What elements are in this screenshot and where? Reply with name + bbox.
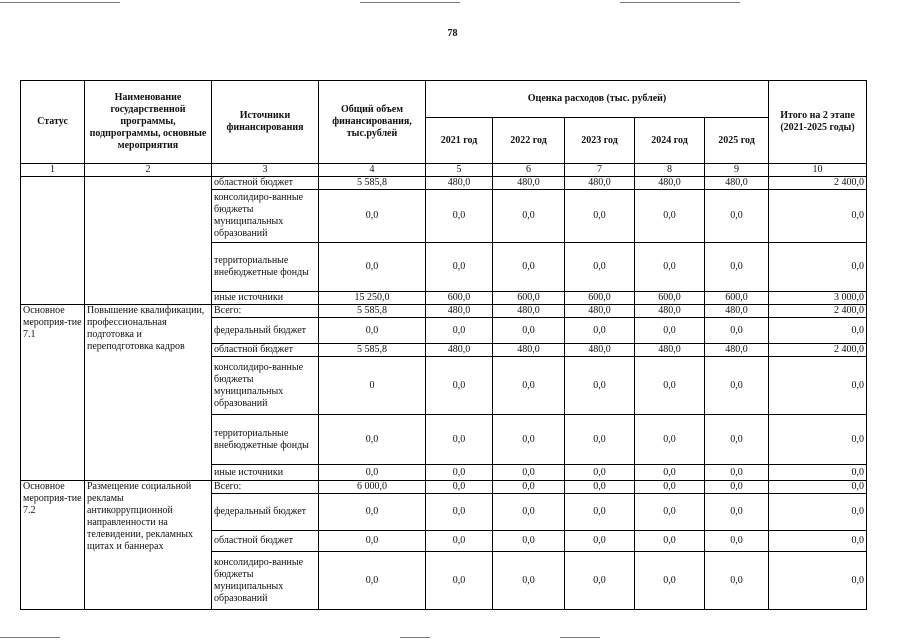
column-number: 5 xyxy=(426,164,493,177)
year-amount-cell: 0,0 xyxy=(705,357,769,415)
stage-total-cell: 0,0 xyxy=(769,415,867,465)
total-amount-cell: 6 000,0 xyxy=(319,481,426,494)
year-amount-cell: 600,0 xyxy=(635,292,705,305)
year-amount-cell: 0,0 xyxy=(493,481,565,494)
total-amount-cell: 0 xyxy=(319,357,426,415)
year-amount-cell: 0,0 xyxy=(565,357,635,415)
total-amount-cell: 0,0 xyxy=(319,415,426,465)
measure-name-cell: Размещение социальной рекламы антикоррупционной направленности на телевидении, рекламных щитах и баннерах xyxy=(85,481,212,610)
column-number: 1 xyxy=(21,164,85,177)
year-amount-cell: 0,0 xyxy=(705,481,769,494)
header-sources: Источники финансирования xyxy=(212,81,319,164)
stage-total-cell: 0,0 xyxy=(769,357,867,415)
total-amount-cell: 0,0 xyxy=(319,243,426,292)
column-number: 4 xyxy=(319,164,426,177)
funding-source-cell: областной бюджет xyxy=(212,177,319,190)
total-amount-cell: 0,0 xyxy=(319,531,426,552)
stage-total-cell: 2 400,0 xyxy=(769,344,867,357)
header-total: Общий объем финансирования, тыс.рублей xyxy=(319,81,426,164)
stage-total-cell: 2 400,0 xyxy=(769,305,867,318)
column-number: 2 xyxy=(85,164,212,177)
funding-source-cell: областной бюджет xyxy=(212,531,319,552)
stage-total-cell: 0,0 xyxy=(769,481,867,494)
year-amount-cell: 0,0 xyxy=(705,318,769,344)
year-amount-cell: 0,0 xyxy=(635,531,705,552)
funding-source-cell: Всего: xyxy=(212,305,319,318)
column-number: 3 xyxy=(212,164,319,177)
total-amount-cell: 0,0 xyxy=(319,318,426,344)
year-amount-cell: 480,0 xyxy=(705,344,769,357)
funding-source-cell: областной бюджет xyxy=(212,344,319,357)
stage-total-cell: 0,0 xyxy=(769,243,867,292)
stage-total-cell: 0,0 xyxy=(769,465,867,481)
funding-source-cell: территориальные внебюджетные фонды xyxy=(212,415,319,465)
year-amount-cell: 480,0 xyxy=(426,177,493,190)
column-number: 8 xyxy=(635,164,705,177)
year-amount-cell: 0,0 xyxy=(705,531,769,552)
total-amount-cell: 0,0 xyxy=(319,552,426,610)
total-amount-cell: 5 585,8 xyxy=(319,177,426,190)
funding-source-cell: территориальные внебюджетные фонды xyxy=(212,243,319,292)
scan-mark xyxy=(400,637,430,638)
status-cell: Основное мероприя-тие 7.1 xyxy=(21,305,85,481)
year-amount-cell: 0,0 xyxy=(426,357,493,415)
year-amount-cell: 0,0 xyxy=(493,494,565,531)
funding-source-cell: консолидиро-ванные бюджеты муниципальных образований xyxy=(212,190,319,243)
year-amount-cell: 480,0 xyxy=(635,344,705,357)
header-year-2022: 2022 год xyxy=(493,118,565,164)
year-amount-cell: 480,0 xyxy=(565,305,635,318)
year-amount-cell: 0,0 xyxy=(635,190,705,243)
year-amount-cell: 0,0 xyxy=(493,531,565,552)
year-amount-cell: 0,0 xyxy=(426,465,493,481)
year-amount-cell: 0,0 xyxy=(493,465,565,481)
header-name: Наименование государственной программы, подпрограммы, основные мероприятия xyxy=(85,81,212,164)
year-amount-cell: 0,0 xyxy=(635,357,705,415)
year-amount-cell: 0,0 xyxy=(635,415,705,465)
year-amount-cell: 0,0 xyxy=(565,465,635,481)
year-amount-cell: 0,0 xyxy=(635,318,705,344)
year-amount-cell: 0,0 xyxy=(426,190,493,243)
year-amount-cell: 600,0 xyxy=(565,292,635,305)
funding-source-cell: консолидиро-ванные бюджеты муниципальных образований xyxy=(212,552,319,610)
year-amount-cell: 480,0 xyxy=(426,305,493,318)
year-amount-cell: 0,0 xyxy=(426,243,493,292)
scan-mark xyxy=(0,2,120,3)
year-amount-cell: 0,0 xyxy=(635,494,705,531)
stage-total-cell: 0,0 xyxy=(769,531,867,552)
year-amount-cell: 0,0 xyxy=(565,190,635,243)
header-stage-total: Итого на 2 этапе (2021-2025 годы) xyxy=(769,81,867,164)
year-amount-cell: 480,0 xyxy=(705,177,769,190)
total-amount-cell: 0,0 xyxy=(319,494,426,531)
year-amount-cell: 0,0 xyxy=(426,552,493,610)
stage-total-cell: 0,0 xyxy=(769,494,867,531)
year-amount-cell: 0,0 xyxy=(565,318,635,344)
stage-total-cell: 0,0 xyxy=(769,318,867,344)
year-amount-cell: 0,0 xyxy=(565,494,635,531)
year-amount-cell: 0,0 xyxy=(493,243,565,292)
year-amount-cell: 0,0 xyxy=(705,465,769,481)
year-amount-cell: 0,0 xyxy=(493,357,565,415)
year-amount-cell: 480,0 xyxy=(426,344,493,357)
stage-total-cell: 0,0 xyxy=(769,552,867,610)
measure-name-cell: Повышение квалификации, профессиональная подготовка и переподготовка кадров xyxy=(85,305,212,481)
header-status: Статус xyxy=(21,81,85,164)
year-amount-cell: 0,0 xyxy=(705,415,769,465)
column-number: 10 xyxy=(769,164,867,177)
year-amount-cell: 0,0 xyxy=(705,190,769,243)
stage-total-cell: 0,0 xyxy=(769,190,867,243)
header-year-2025: 2025 год xyxy=(705,118,769,164)
table-row xyxy=(21,305,867,318)
year-amount-cell: 0,0 xyxy=(426,531,493,552)
header-year-2024: 2024 год xyxy=(635,118,705,164)
column-number: 7 xyxy=(565,164,635,177)
year-amount-cell: 480,0 xyxy=(493,344,565,357)
year-amount-cell: 0,0 xyxy=(565,243,635,292)
year-amount-cell: 0,0 xyxy=(426,481,493,494)
year-amount-cell: 480,0 xyxy=(565,344,635,357)
status-cell: Основное мероприя-тие 7.2 xyxy=(21,481,85,610)
stage-total-cell: 3 000,0 xyxy=(769,292,867,305)
funding-source-cell: федеральный бюджет xyxy=(212,318,319,344)
year-amount-cell: 0,0 xyxy=(635,552,705,610)
year-amount-cell: 600,0 xyxy=(493,292,565,305)
year-amount-cell: 0,0 xyxy=(635,243,705,292)
stage-total-cell: 2 400,0 xyxy=(769,177,867,190)
year-amount-cell: 0,0 xyxy=(493,415,565,465)
budget-table xyxy=(20,80,867,610)
year-amount-cell: 600,0 xyxy=(705,292,769,305)
year-amount-cell: 480,0 xyxy=(493,305,565,318)
year-amount-cell: 0,0 xyxy=(565,552,635,610)
year-amount-cell: 0,0 xyxy=(565,531,635,552)
column-number: 6 xyxy=(493,164,565,177)
year-amount-cell: 0,0 xyxy=(426,494,493,531)
scan-mark xyxy=(560,637,600,638)
scan-mark xyxy=(360,2,460,3)
page-number: 78 xyxy=(447,28,458,39)
header-year-2021: 2021 год xyxy=(426,118,493,164)
funding-source-cell: федеральный бюджет xyxy=(212,494,319,531)
year-amount-cell: 0,0 xyxy=(493,318,565,344)
funding-source-cell: иные источники xyxy=(212,465,319,481)
total-amount-cell: 0,0 xyxy=(319,190,426,243)
year-amount-cell: 0,0 xyxy=(705,494,769,531)
year-amount-cell: 0,0 xyxy=(426,415,493,465)
column-number: 9 xyxy=(705,164,769,177)
year-amount-cell: 600,0 xyxy=(426,292,493,305)
total-amount-cell: 0,0 xyxy=(319,465,426,481)
header-estimate: Оценка расходов (тыс. рублей) xyxy=(426,81,769,118)
year-amount-cell: 0,0 xyxy=(493,190,565,243)
year-amount-cell: 0,0 xyxy=(493,552,565,610)
total-amount-cell: 5 585,8 xyxy=(319,344,426,357)
scan-mark xyxy=(0,637,60,638)
year-amount-cell: 480,0 xyxy=(493,177,565,190)
year-amount-cell: 480,0 xyxy=(635,177,705,190)
scan-mark xyxy=(620,2,740,3)
year-amount-cell: 0,0 xyxy=(565,415,635,465)
year-amount-cell: 0,0 xyxy=(426,318,493,344)
funding-source-cell: Всего: xyxy=(212,481,319,494)
year-amount-cell: 0,0 xyxy=(565,481,635,494)
table-row xyxy=(21,177,867,190)
funding-source-cell: консолидиро-ванные бюджеты муниципальных образований xyxy=(212,357,319,415)
year-amount-cell: 480,0 xyxy=(635,305,705,318)
year-amount-cell: 0,0 xyxy=(635,481,705,494)
measure-name-cell xyxy=(85,177,212,305)
status-cell xyxy=(21,177,85,305)
year-amount-cell: 0,0 xyxy=(705,243,769,292)
table-row xyxy=(21,481,867,494)
total-amount-cell: 15 250,0 xyxy=(319,292,426,305)
total-amount-cell: 5 585,8 xyxy=(319,305,426,318)
year-amount-cell: 0,0 xyxy=(635,465,705,481)
year-amount-cell: 480,0 xyxy=(565,177,635,190)
year-amount-cell: 0,0 xyxy=(705,552,769,610)
year-amount-cell: 480,0 xyxy=(705,305,769,318)
funding-source-cell: иные источники xyxy=(212,292,319,305)
header-year-2023: 2023 год xyxy=(565,118,635,164)
column-number-row xyxy=(21,164,867,177)
